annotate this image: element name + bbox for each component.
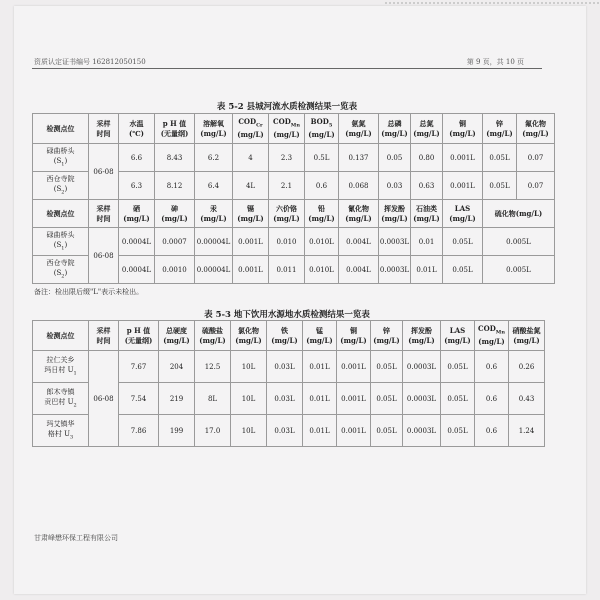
header-site: 检测点位 [33, 114, 89, 144]
value-cell: 0.0003L [379, 256, 411, 284]
value-cell: 6.3 [119, 172, 155, 200]
header-cod-cr: $COD_{Cr}$ (mg/L) [233, 114, 269, 144]
value-cell: 0.05L [371, 351, 403, 383]
table-row [33, 228, 555, 256]
certificate-number: 资质认定证书编号 162812050150 [34, 58, 146, 66]
value-cell: 4 [233, 144, 269, 172]
value-cell: 8L [195, 383, 231, 415]
value-cell: 219 [159, 383, 195, 415]
header-lead: 铅 (mg/L) [305, 200, 339, 228]
header-cadmium: 镉 (mg/L) [233, 200, 269, 228]
site-cell: 西仓寺院 $(S_2)$ [33, 256, 89, 284]
header-ph: p H 值 (无量纲) [155, 114, 195, 144]
value-cell: 8.12 [155, 172, 195, 200]
date-cell: 06-08 [89, 144, 119, 200]
value-cell: 0.05L [483, 172, 517, 200]
table-row [33, 144, 555, 172]
value-cell: 0.05L [371, 415, 403, 447]
value-cell: 0.63 [411, 172, 443, 200]
value-cell: 0.01L [303, 383, 337, 415]
value-cell: 0.0004L [119, 256, 155, 284]
page-number: 第 9 页，共 10 页 [466, 58, 524, 66]
table-header-row [33, 114, 555, 144]
header-sulfate: 硫酸盐 (mg/L) [195, 321, 231, 351]
value-cell: 6.4 [195, 172, 233, 200]
company-footer: 甘肃峰懋环保工程有限公司 [34, 534, 118, 542]
header-iron: 铁 (mg/L) [267, 321, 303, 351]
header-time: 采样 时间 [89, 321, 119, 351]
header-chloride: 氯化物 (mg/L) [231, 321, 267, 351]
value-cell: 0.001L [337, 383, 371, 415]
site-cell: 郎木寺镇 贡巴村 $U_2$ [33, 383, 89, 415]
header-selenium: 硒 (mg/L) [119, 200, 155, 228]
value-cell: 0.07 [517, 144, 555, 172]
header-ph: p H 值 (无量纲) [119, 321, 159, 351]
header-copper: 铜 (mg/L) [443, 114, 483, 144]
value-cell: 0.01L [411, 256, 443, 284]
header-copper: 铜 (mg/L) [337, 321, 371, 351]
header-time: 采样 时间 [89, 200, 119, 228]
table-5-2-caption: 表 5-2 县城河流水质检测结果一览表 [216, 102, 358, 112]
site-cell: 碌曲桥头 $(S_1)$ [33, 228, 89, 256]
value-cell: 0.0003L [379, 228, 411, 256]
header-nitrate: 硝酸盐氮 (mg/L) [509, 321, 545, 351]
value-cell: 0.80 [411, 144, 443, 172]
header-cod-mn: $COD_{Mn}$ (mg/L) [475, 321, 509, 351]
date-cell: 06-08 [89, 351, 119, 447]
value-cell: 0.05L [441, 383, 475, 415]
value-cell: 10L [231, 415, 267, 447]
value-cell: 0.01 [411, 228, 443, 256]
value-cell: 0.01L [303, 415, 337, 447]
header-site: 检测点位 [33, 200, 89, 228]
table-header-row [33, 200, 555, 228]
value-cell: 0.005L [483, 228, 555, 256]
header-manganese: 锰 (mg/L) [303, 321, 337, 351]
value-cell: 2.1 [269, 172, 305, 200]
value-cell: 0.0003L [403, 415, 441, 447]
value-cell: 0.6 [475, 351, 509, 383]
value-cell: 2.3 [269, 144, 305, 172]
value-cell: 0.001L [337, 351, 371, 383]
value-cell: 0.03L [267, 415, 303, 447]
table-note: 备注：检出限后缀"L"表示未检出。 [34, 288, 144, 296]
value-cell: 0.0010 [155, 256, 195, 284]
value-cell: 0.03 [379, 172, 411, 200]
header-dissolved-oxygen: 溶解氧 (mg/L) [195, 114, 233, 144]
value-cell: 0.0003L [403, 383, 441, 415]
header-zinc: 锌 (mg/L) [483, 114, 517, 144]
value-cell: 0.01L [303, 351, 337, 383]
value-cell: 0.6 [475, 383, 509, 415]
value-cell: 0.05L [483, 144, 517, 172]
value-cell: 8.43 [155, 144, 195, 172]
value-cell: 0.001L [443, 172, 483, 200]
value-cell: 0.001L [443, 144, 483, 172]
value-cell: 7.54 [119, 383, 159, 415]
value-cell: 17.0 [195, 415, 231, 447]
value-cell: 0.0003L [403, 351, 441, 383]
header-mercury: 汞 (mg/L) [195, 200, 233, 228]
value-cell: 0.004L [339, 256, 379, 284]
value-cell: 10L [231, 383, 267, 415]
value-cell: 1.24 [509, 415, 545, 447]
header-las: LAS (mg/L) [441, 321, 475, 351]
value-cell: 0.068 [339, 172, 379, 200]
value-cell: 0.26 [509, 351, 545, 383]
value-cell: 0.6 [475, 415, 509, 447]
site-cell: 碌曲桥头 $(S_1)$ [33, 144, 89, 172]
value-cell: 0.00004L [195, 228, 233, 256]
header-rule [32, 68, 542, 69]
value-cell: 0.05L [441, 415, 475, 447]
value-cell: 7.86 [119, 415, 159, 447]
top-edge-lines [0, 0, 600, 12]
value-cell: 0.010L [305, 256, 339, 284]
value-cell: 12.5 [195, 351, 231, 383]
table-header-row [33, 321, 545, 351]
value-cell: 0.43 [509, 383, 545, 415]
table-5-3-caption: 表 5-3 地下饮用水源地水质检测结果一览表 [204, 310, 370, 320]
table-5-3 [32, 320, 545, 447]
value-cell: 0.05L [441, 351, 475, 383]
header-total-p: 总磷 (mg/L) [379, 114, 411, 144]
header-site: 检测点位 [33, 321, 89, 351]
header-bod5: $BOD_5$ (mg/L) [305, 114, 339, 144]
value-cell: 0.0007 [155, 228, 195, 256]
value-cell: 0.05L [443, 228, 483, 256]
value-cell: 0.03L [267, 383, 303, 415]
value-cell: 0.004L [339, 228, 379, 256]
value-cell: 0.010L [305, 228, 339, 256]
value-cell: 0.001L [233, 228, 269, 256]
value-cell: 199 [159, 415, 195, 447]
value-cell: 0.6 [305, 172, 339, 200]
value-cell: 0.5L [305, 144, 339, 172]
value-cell: 0.137 [339, 144, 379, 172]
value-cell: 0.05L [443, 256, 483, 284]
header-sulfide: 硫化物(mg/L) [483, 200, 555, 228]
header-time: 采样 时间 [89, 114, 119, 144]
header-total-hardness: 总硬度 (mg/L) [159, 321, 195, 351]
value-cell: 10L [231, 351, 267, 383]
header-total-n: 总氮 (mg/L) [411, 114, 443, 144]
site-cell: 玛艾镇华 格村 $U_3$ [33, 415, 89, 447]
value-cell: 204 [159, 351, 195, 383]
header-water-temp: 水温 (℃) [119, 114, 155, 144]
header-cyanide: 氰化物 (mg/L) [339, 200, 379, 228]
value-cell: 0.001L [233, 256, 269, 284]
value-cell: 6.2 [195, 144, 233, 172]
header-zinc: 锌 (mg/L) [371, 321, 403, 351]
header-chromium-vi: 六价铬 (mg/L) [269, 200, 305, 228]
header-petroleum: 石油类 (mg/L) [411, 200, 443, 228]
header-ammonia: 氨氮 (mg/L) [339, 114, 379, 144]
value-cell: 0.00004L [195, 256, 233, 284]
site-cell: 西仓寺院 $(S_2)$ [33, 172, 89, 200]
value-cell: 0.011 [269, 256, 305, 284]
header-cod-mn: $COD_{Mn}$ (mg/L) [269, 114, 305, 144]
value-cell: 7.67 [119, 351, 159, 383]
value-cell: 0.05L [371, 383, 403, 415]
document-page [14, 6, 586, 594]
table-row [33, 351, 545, 383]
header-volatile-phenol: 挥发酚 (mg/L) [379, 200, 411, 228]
header-arsenic: 砷 (mg/L) [155, 200, 195, 228]
value-cell: 0.010 [269, 228, 305, 256]
table-5-2 [32, 113, 555, 284]
value-cell: 6.6 [119, 144, 155, 172]
header-las: LAS (mg/L) [443, 200, 483, 228]
header-fluoride: 氟化物 (mg/L) [517, 114, 555, 144]
value-cell: 0.001L [337, 415, 371, 447]
date-cell: 06-08 [89, 228, 119, 284]
value-cell: 0.05 [379, 144, 411, 172]
value-cell: 4L [233, 172, 269, 200]
header-volatile-phenol: 挥发酚 (mg/L) [403, 321, 441, 351]
value-cell: 0.03L [267, 351, 303, 383]
value-cell: 0.005L [483, 256, 555, 284]
value-cell: 0.0004L [119, 228, 155, 256]
value-cell: 0.07 [517, 172, 555, 200]
site-cell: 拉仁关乡 玛日村 $U_1$ [33, 351, 89, 383]
